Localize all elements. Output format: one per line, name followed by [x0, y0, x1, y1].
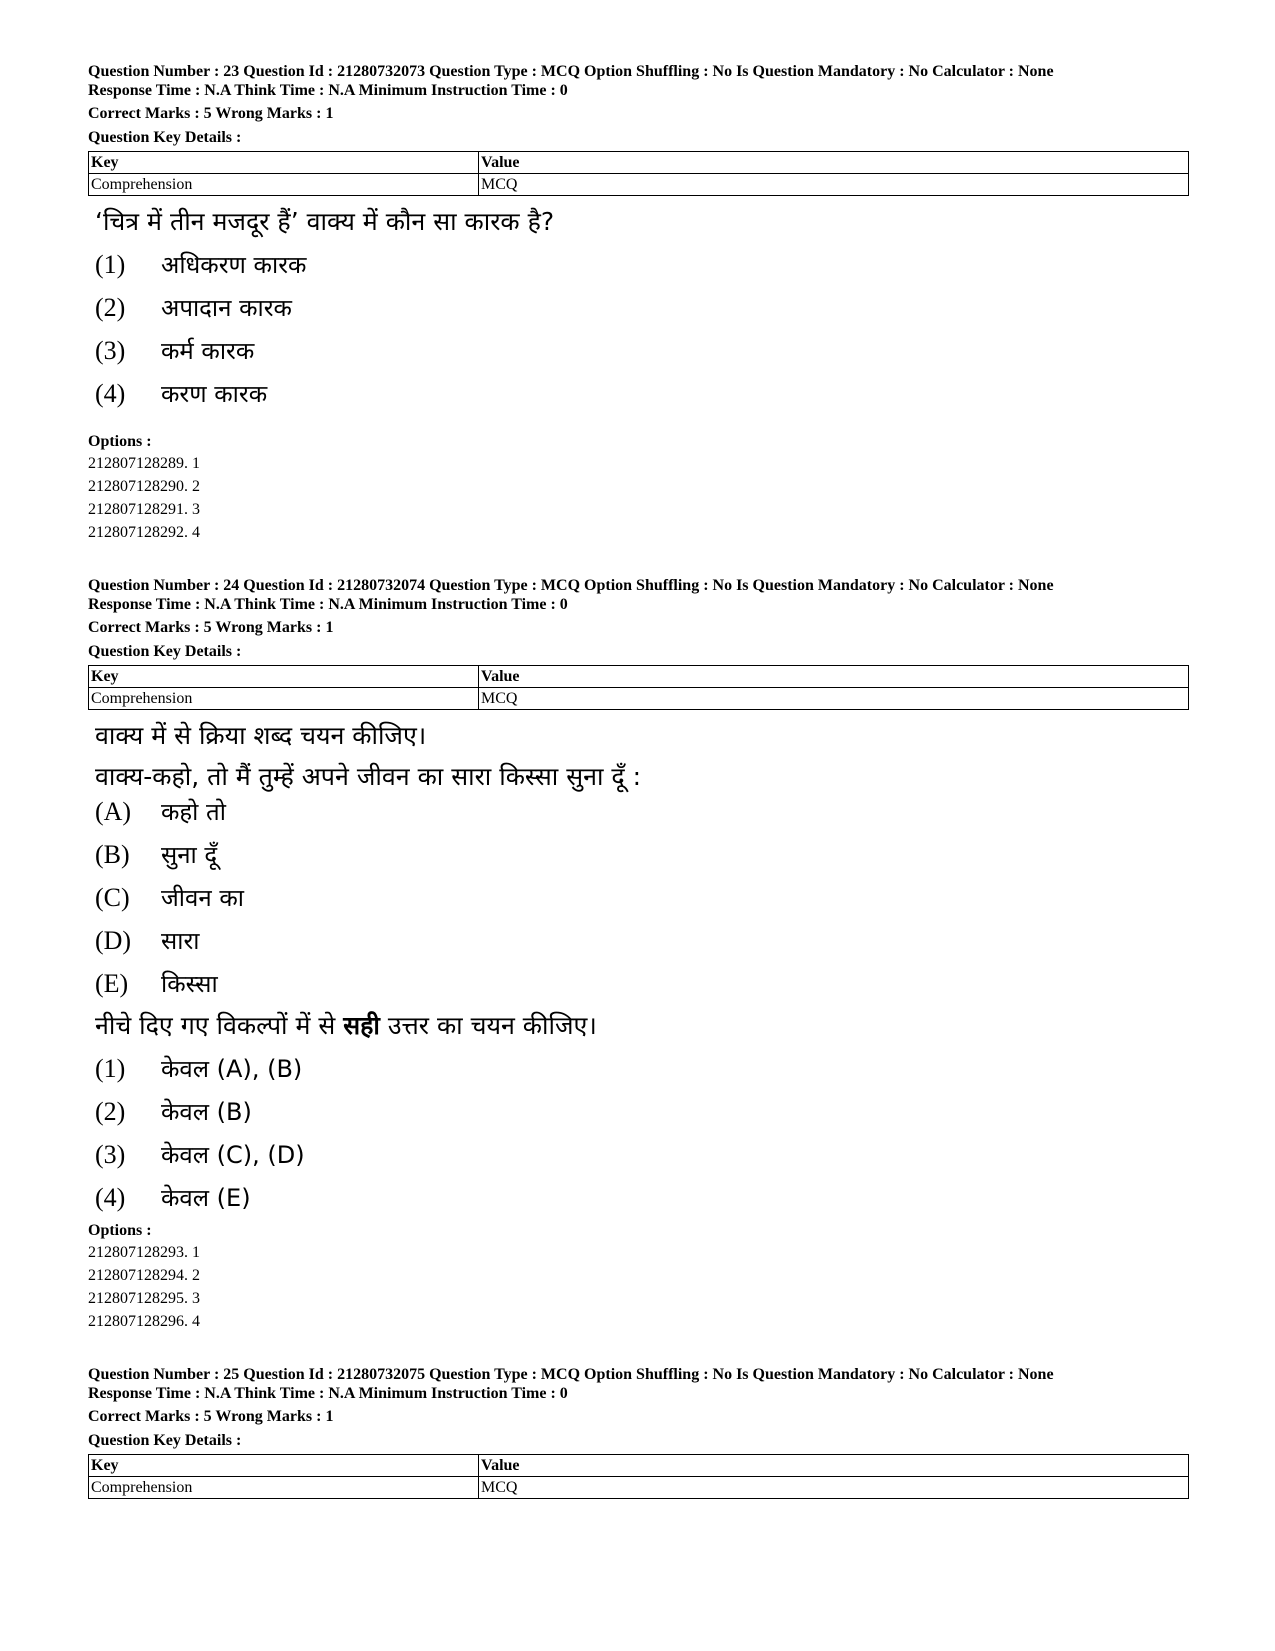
choice-item: [95, 376, 267, 412]
statement-item: [95, 880, 244, 916]
choice-number: (4): [95, 1183, 126, 1212]
option-id: 212807128294. 2: [88, 1267, 200, 1284]
statement-label: (C): [95, 883, 130, 912]
choice-number: (2): [95, 1097, 126, 1126]
table-header-value: Value: [479, 666, 1189, 688]
instruction-post: उत्तर का चयन कीजिए।: [387, 1011, 597, 1040]
table-cell-value: MCQ: [479, 688, 1189, 710]
choice-item: [95, 1094, 252, 1130]
question-meta-line2: Response Time : N.A Think Time : N.A Minimum Instruction Time : 0: [88, 596, 568, 613]
question-marks: Correct Marks : 5 Wrong Marks : 1: [88, 1408, 334, 1425]
instruction-bold: सही: [343, 1011, 380, 1040]
options-label: Options :: [88, 433, 152, 450]
question-25-header: [88, 1365, 1188, 1499]
table-header-value: Value: [479, 152, 1189, 174]
question-meta-line1: Question Number : 24 Question Id : 21280732074 Question Type : MCQ Option Shuffling : No Is Question Mandatory : No Calculator : None: [88, 577, 1054, 594]
choice-item: [95, 1180, 251, 1216]
choice-item: [95, 1137, 305, 1173]
statement-label: (B): [95, 840, 130, 869]
table-row: [89, 688, 1189, 710]
table-cell-key: Comprehension: [89, 1477, 479, 1499]
table-header-key: Key: [89, 152, 479, 174]
table-header-key: Key: [89, 1455, 479, 1477]
choice-number: (1): [95, 1054, 126, 1083]
choice-number: (3): [95, 1140, 126, 1169]
statement-item: [95, 966, 218, 1002]
table-row: [89, 174, 1189, 196]
question-meta-line1: Question Number : 25 Question Id : 21280732075 Question Type : MCQ Option Shuffling : No Is Question Mandatory : No Calculator : None: [88, 1366, 1054, 1383]
question-marks: Correct Marks : 5 Wrong Marks : 1: [88, 619, 334, 636]
options-label: Options :: [88, 1222, 152, 1239]
statement-text: सुना दूँ: [161, 841, 218, 869]
choice-text: केवल (A), (B): [161, 1055, 303, 1083]
choice-number: (2): [95, 293, 126, 322]
choice-item: [95, 290, 292, 326]
question-key-table: [88, 665, 1189, 710]
choice-text: केवल (C), (D): [161, 1141, 305, 1169]
table-header-value: Value: [479, 1455, 1189, 1477]
question-24-header: [88, 576, 1188, 710]
question-marks: Correct Marks : 5 Wrong Marks : 1: [88, 105, 334, 122]
option-id: 212807128290. 2: [88, 478, 200, 495]
choice-number: (4): [95, 379, 126, 408]
question-meta-line2: Response Time : N.A Think Time : N.A Minimum Instruction Time : 0: [88, 82, 568, 99]
choice-item: [95, 1051, 302, 1087]
option-id: 212807128289. 1: [88, 455, 200, 472]
choice-text: अपादान कारक: [161, 294, 292, 322]
statement-item: [95, 794, 226, 830]
question-23-text: ‘चित्र में तीन मजदूर हैं’ वाक्य में कौन सा कारक है?: [95, 207, 555, 236]
question-meta-line2: Response Time : N.A Think Time : N.A Minimum Instruction Time : 0: [88, 1385, 568, 1402]
table-cell-key: Comprehension: [89, 174, 479, 196]
choice-number: (1): [95, 250, 126, 279]
question-key-table: [88, 1454, 1189, 1499]
question-key-table: [88, 151, 1189, 196]
option-id: 212807128296. 4: [88, 1313, 200, 1330]
table-cell-value: MCQ: [479, 174, 1189, 196]
statement-text: किस्सा: [161, 970, 218, 998]
question-24-instruction: [95, 1006, 597, 1046]
choice-text: करण कारक: [161, 380, 268, 408]
table-row: [89, 1477, 1189, 1499]
option-id: 212807128292. 4: [88, 524, 200, 541]
statement-text: कहो तो: [161, 798, 226, 826]
instruction-pre: नीचे दिए गए विकल्पों में से: [95, 1011, 336, 1040]
choice-text: अधिकरण कारक: [161, 251, 307, 279]
table-row: [89, 1455, 1189, 1477]
question-23-header: [88, 62, 1188, 196]
question-24-text-line1: वाक्य में से क्रिया शब्द चयन कीजिए।: [95, 721, 427, 750]
statement-text: जीवन का: [161, 884, 244, 912]
choice-text: कर्म कारक: [161, 337, 255, 365]
choice-item: [95, 247, 306, 283]
table-row: [89, 152, 1189, 174]
table-cell-value: MCQ: [479, 1477, 1189, 1499]
statement-item: [95, 837, 217, 873]
option-id: 212807128293. 1: [88, 1244, 200, 1261]
statement-label: (D): [95, 926, 132, 955]
table-cell-key: Comprehension: [89, 688, 479, 710]
choice-text: केवल (B): [161, 1098, 252, 1126]
question-meta-line1: Question Number : 23 Question Id : 21280732073 Question Type : MCQ Option Shuffling : No Is Question Mandatory : No Calculator : None: [88, 63, 1054, 80]
option-id: 212807128291. 3: [88, 501, 200, 518]
option-id: 212807128295. 3: [88, 1290, 200, 1307]
statement-text: सारा: [161, 927, 200, 955]
table-row: [89, 666, 1189, 688]
statement-item: [95, 923, 199, 959]
choice-item: [95, 333, 254, 369]
question-24-text-line2: वाक्य-कहो, तो मैं तुम्हें अपने जीवन का सारा किस्सा सुना दूँ :: [95, 762, 642, 791]
question-key-details-label: Question Key Details :: [88, 643, 242, 660]
table-header-key: Key: [89, 666, 479, 688]
statement-label: (E): [95, 969, 129, 998]
statement-label: (A): [95, 797, 132, 826]
choice-text: केवल (E): [161, 1184, 251, 1212]
question-key-details-label: Question Key Details :: [88, 129, 242, 146]
question-key-details-label: Question Key Details :: [88, 1432, 242, 1449]
choice-number: (3): [95, 336, 126, 365]
